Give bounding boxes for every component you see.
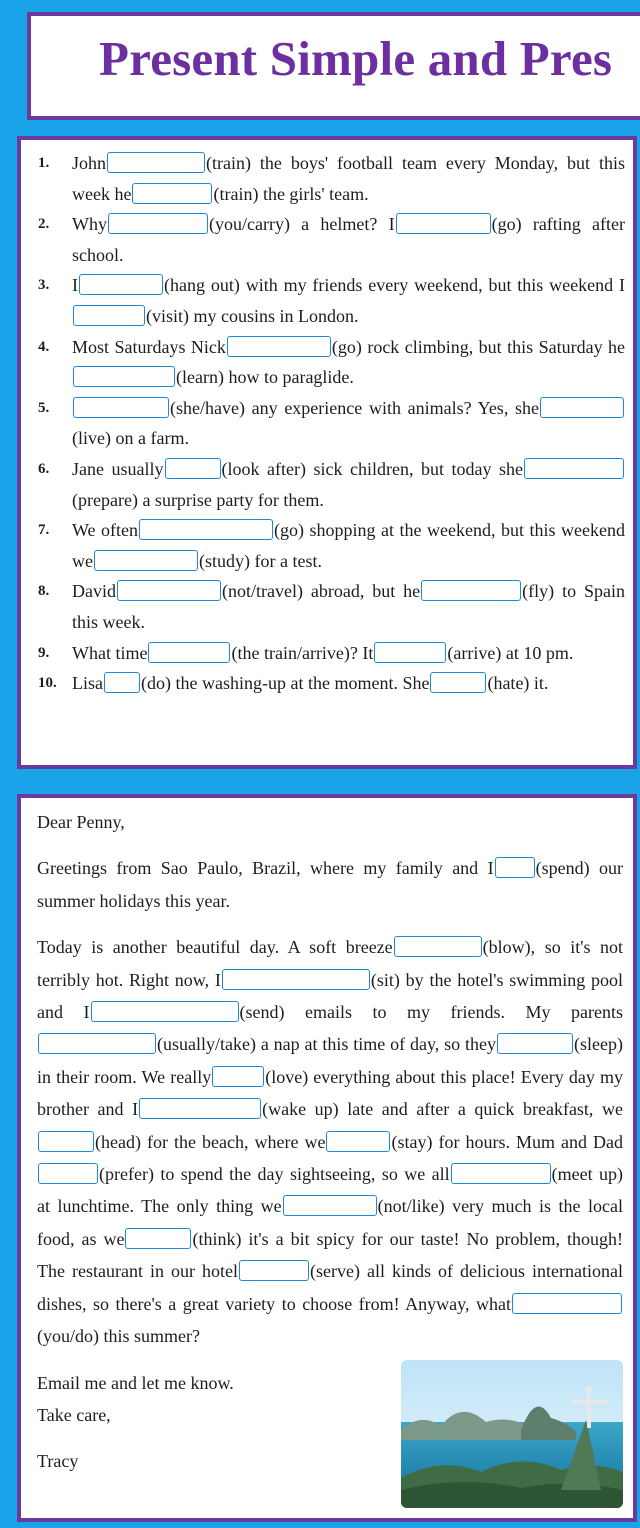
exercise-item xyxy=(35,454,625,515)
exercise-sentence xyxy=(72,459,625,510)
exercise-item xyxy=(35,270,625,331)
letter-paragraph-1 xyxy=(37,852,623,917)
exercise-item xyxy=(35,576,625,637)
exercise-8-blank-1[interactable] xyxy=(117,580,221,601)
exercise-8-text-1: (not/travel) abroad, but he xyxy=(222,581,421,602)
exercise-8-text-0: David xyxy=(72,581,116,602)
exercise-number: 2. xyxy=(38,216,50,233)
exercise-7-blank-2[interactable] xyxy=(94,550,198,571)
exercise-10-text-0: Lisa xyxy=(72,673,103,694)
exercise-number: 5. xyxy=(38,399,50,416)
letter-p2-blank-4[interactable] xyxy=(38,1033,156,1054)
exercise-10-blank-2[interactable] xyxy=(430,672,486,693)
exercise-9-blank-1[interactable] xyxy=(148,642,230,663)
exercise-9-text-0: What time xyxy=(72,642,148,663)
exercise-item xyxy=(35,393,625,454)
exercise-sentence xyxy=(72,581,625,632)
exercise-number: 7. xyxy=(38,522,50,539)
exercise-number: 3. xyxy=(38,277,50,294)
letter-paragraph-2 xyxy=(37,931,623,1352)
exercise-2-blank-1[interactable] xyxy=(108,213,208,234)
exercise-8-text-2: (fly) to Spain this week. xyxy=(72,581,625,632)
letter-p2-text-7: (wake up) late and after a quick breakfast, we xyxy=(262,1099,623,1120)
letter-p2-blank-7[interactable] xyxy=(139,1098,261,1119)
letter-p2-blank-3[interactable] xyxy=(91,1001,239,1022)
exercise-6-text-0: Jane usually xyxy=(72,458,164,479)
exercise-list xyxy=(35,148,625,699)
exercise-3-text-2: (visit) my cousins in London. xyxy=(146,305,359,326)
exercise-2-text-0: Why xyxy=(72,214,107,235)
exercise-3-text-1: (hang out) with my friends every weekend, but this weekend I xyxy=(164,275,625,296)
letter-p2-text-6: (love) everything about this place! Every day my brother and I xyxy=(37,1066,623,1120)
exercise-9-text-2: (arrive) at 10 pm. xyxy=(447,642,574,663)
letter-p2-blank-10[interactable] xyxy=(38,1163,98,1184)
exercise-5-blank-1[interactable] xyxy=(73,397,169,418)
exercise-item xyxy=(35,209,625,270)
exercise-4-blank-1[interactable] xyxy=(227,336,331,357)
page-title: Present Simple and Pres xyxy=(99,31,613,86)
exercise-number: 1. xyxy=(38,155,50,171)
exercise-5-text-2: (live) on a farm. xyxy=(72,428,189,449)
letter-p2-blank-15[interactable] xyxy=(512,1293,622,1314)
letter-p2-text-14: (serve) all kinds of delicious international dishes, so there's a great variety to choose from! Anyway, what xyxy=(37,1261,623,1314)
letter-p2-blank-13[interactable] xyxy=(125,1228,191,1249)
exercise-3-blank-2[interactable] xyxy=(73,305,145,326)
letter-p2-text-12: (not/like) very much is the local food, as we xyxy=(37,1196,623,1249)
exercise-7-blank-1[interactable] xyxy=(139,519,273,540)
exercise-number: 6. xyxy=(38,460,50,477)
letter-p2-blank-11[interactable] xyxy=(451,1163,551,1184)
exercise-5-text-1: (she/have) any experience with animals? Yes, she xyxy=(170,397,539,418)
exercise-sentence xyxy=(72,153,625,204)
exercise-panel xyxy=(17,136,637,769)
exercise-7-text-1: (go) shopping at the weekend, but this weekend we xyxy=(72,520,625,571)
letter-p2-text-13: (think) it's a bit spicy for our taste! No problem, though! The restaurant in our hotel xyxy=(37,1228,623,1282)
letter-p2-blank-14[interactable] xyxy=(239,1260,309,1281)
exercise-1-blank-2[interactable] xyxy=(132,183,212,204)
letter-p2-text-11: (meet up) at lunchtime. The only thing we xyxy=(37,1164,623,1217)
letter-p2-text-0: Today is another beautiful day. A soft breeze xyxy=(37,937,393,958)
exercise-7-text-2: (study) for a test. xyxy=(199,550,322,571)
exercise-4-text-1: (go) rock climbing, but this Saturday he xyxy=(331,336,625,357)
letter-signature: Tracy xyxy=(37,1451,79,1472)
exercise-4-text-2: (learn) how to paraglide. xyxy=(176,367,354,388)
exercise-1-text-2: (train) the girls' team. xyxy=(213,183,369,204)
exercise-sentence xyxy=(72,275,625,326)
letter-greeting: Dear Penny, xyxy=(37,812,125,832)
exercise-sentence xyxy=(72,337,625,388)
exercise-6-text-2: (prepare) a surprise party for them. xyxy=(72,489,324,510)
rio-christ-statue-photo xyxy=(401,1360,623,1508)
exercise-item xyxy=(35,332,625,393)
letter-closing-1: Email me and let me know. xyxy=(37,1372,234,1393)
letter-panel xyxy=(17,794,637,1522)
letter-p2-text-9: (stay) for hours. Mum and Dad xyxy=(391,1131,623,1152)
letter-p2-blank-6[interactable] xyxy=(212,1066,264,1087)
exercise-item xyxy=(35,148,625,209)
letter-p2-blank-1[interactable] xyxy=(394,936,482,957)
exercise-10-text-1: (do) the washing-up at the moment. She xyxy=(141,673,430,694)
letter-p2-text-5: (sleep) in their room. We really xyxy=(37,1034,623,1087)
exercise-number: 8. xyxy=(38,583,50,600)
exercise-6-blank-1[interactable] xyxy=(165,458,221,479)
exercise-5-blank-2[interactable] xyxy=(540,397,624,418)
exercise-sentence xyxy=(72,398,625,449)
exercise-4-blank-2[interactable] xyxy=(73,366,175,387)
exercise-3-blank-1[interactable] xyxy=(79,274,163,295)
exercise-1-blank-1[interactable] xyxy=(107,152,205,173)
exercise-sentence xyxy=(72,214,625,265)
letter-p2-text-10: (prefer) to spend the day sightseeing, so we all xyxy=(99,1164,450,1185)
exercise-2-text-1: (you/carry) a helmet? I xyxy=(209,214,395,235)
exercise-3-text-0: I xyxy=(72,275,78,296)
title-banner xyxy=(27,12,640,120)
exercise-6-blank-2[interactable] xyxy=(524,458,624,479)
exercise-7-text-0: We often xyxy=(72,520,139,541)
exercise-item xyxy=(35,668,625,699)
exercise-1-text-1: (train) the boys' football team every Monday, but this week he xyxy=(72,153,625,204)
letter-p1-text-1: (spend) our summer holidays this year. xyxy=(37,858,623,911)
letter-p2-blank-12[interactable] xyxy=(283,1195,377,1216)
exercise-4-text-0: Most Saturdays Nick xyxy=(72,336,226,357)
letter-p2-text-2: (sit) by the hotel's swimming pool and I xyxy=(37,969,623,1023)
letter-p2-text-4: (usually/take) a nap at this time of day, so they xyxy=(157,1034,497,1055)
exercise-sentence xyxy=(72,520,625,571)
exercise-number: 10. xyxy=(38,675,57,692)
letter-closing-2: Take care, xyxy=(37,1404,111,1425)
exercise-item xyxy=(35,515,625,576)
letter-p1-blank-1[interactable] xyxy=(495,857,535,878)
exercise-9-text-1: (the train/arrive)? It xyxy=(231,642,374,663)
exercise-2-blank-2[interactable] xyxy=(396,213,491,234)
exercise-10-blank-1[interactable] xyxy=(104,672,140,693)
letter-p2-text-8: (head) for the beach, where we xyxy=(95,1131,326,1152)
exercise-sentence xyxy=(72,643,573,663)
letter-p2-blank-2[interactable] xyxy=(222,969,370,990)
letter-p2-blank-9[interactable] xyxy=(326,1131,390,1152)
exercise-6-text-1: (look after) sick children, but today she xyxy=(221,458,523,479)
exercise-item xyxy=(35,638,625,669)
exercise-number: 9. xyxy=(38,644,50,661)
letter-p2-blank-8[interactable] xyxy=(38,1131,94,1152)
letter-p2-blank-5[interactable] xyxy=(497,1033,573,1054)
exercise-1-text-0: John xyxy=(72,153,107,173)
exercise-9-blank-2[interactable] xyxy=(374,642,446,663)
exercise-2-text-2: (go) rafting after school. xyxy=(72,214,626,265)
exercise-10-text-2: (hate) it. xyxy=(487,673,549,694)
exercise-sentence xyxy=(72,673,548,693)
exercise-number: 4. xyxy=(38,338,50,355)
letter-p2-text-1: (blow), so it's not terribly hot. Right now, I xyxy=(37,937,624,990)
letter-p2-text-15: (you/do) this summer? xyxy=(37,1326,200,1347)
letter-p2-text-3: (send) emails to my friends. My parents xyxy=(239,1002,624,1023)
exercise-8-blank-2[interactable] xyxy=(421,580,521,601)
letter-p1-text-0: Greetings from Sao Paulo, Brazil, where my family and I xyxy=(37,858,494,879)
